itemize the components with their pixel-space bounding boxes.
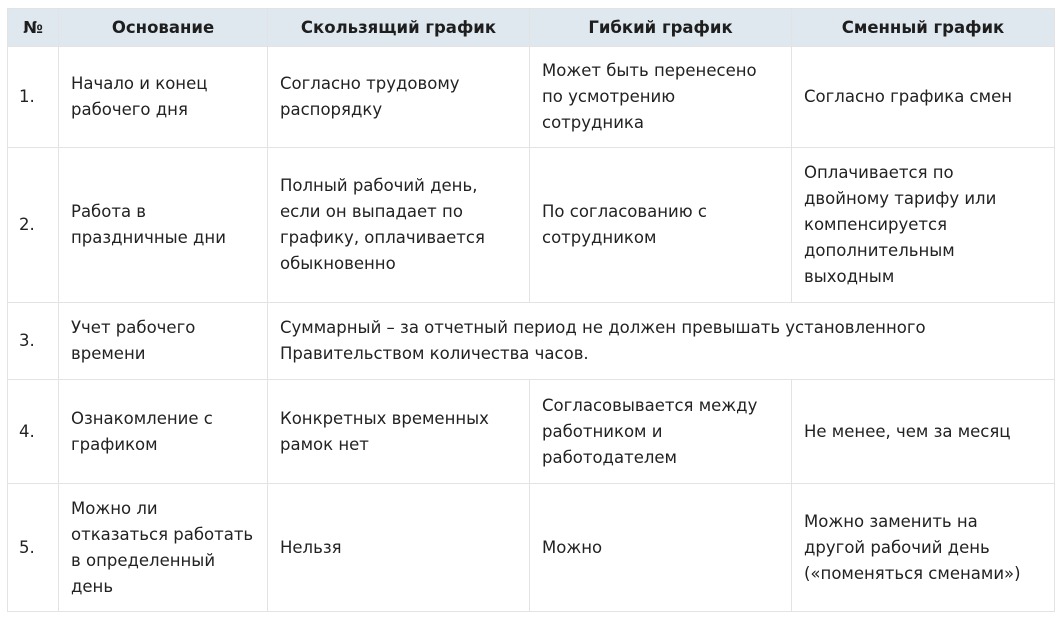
cell-sliding: Нельзя xyxy=(268,484,530,612)
table-header xyxy=(8,9,1055,47)
row-number: 1. xyxy=(8,47,59,148)
header-basis: Основание xyxy=(59,9,268,47)
table-body xyxy=(8,47,1055,612)
header-sliding-schedule: Скользящий график xyxy=(268,9,530,47)
header-row xyxy=(8,9,1055,47)
cell-flexible: Можно xyxy=(530,484,792,612)
table-row xyxy=(8,484,1055,612)
table-row xyxy=(8,303,1055,380)
cell-merged-all-schedules: Суммарный – за отчетный период не должен превышать установленного Правительством количества часов. xyxy=(268,303,1055,380)
row-number: 4. xyxy=(8,380,59,484)
cell-sliding: Конкретных временных рамок нет xyxy=(268,380,530,484)
row-number: 2. xyxy=(8,148,59,303)
header-flexible-schedule: Гибкий график xyxy=(530,9,792,47)
header-number: № xyxy=(8,9,59,47)
cell-basis: Учет рабочего времени xyxy=(59,303,268,380)
header-shift-schedule: Сменный график xyxy=(792,9,1055,47)
cell-shift: Согласно графика смен xyxy=(792,47,1055,148)
cell-basis: Работа в праздничные дни xyxy=(59,148,268,303)
table-row xyxy=(8,148,1055,303)
cell-shift: Оплачивается по двойному тарифу или компенсируется дополнительным выходным xyxy=(792,148,1055,303)
cell-sliding: Согласно трудовому распорядку xyxy=(268,47,530,148)
cell-flexible: Согласовывается между работником и работодателем xyxy=(530,380,792,484)
row-number: 5. xyxy=(8,484,59,612)
schedule-comparison-table xyxy=(7,8,1055,612)
cell-shift: Можно заменить на другой рабочий день («поменяться сменами») xyxy=(792,484,1055,612)
cell-basis: Начало и конец рабочего дня xyxy=(59,47,268,148)
cell-flexible: По согласованию с сотрудником xyxy=(530,148,792,303)
cell-basis: Ознакомление с графиком xyxy=(59,380,268,484)
cell-flexible: Может быть перенесено по усмотрению сотрудника xyxy=(530,47,792,148)
row-number: 3. xyxy=(8,303,59,380)
table-row xyxy=(8,47,1055,148)
cell-basis: Можно ли отказаться работать в определенный день xyxy=(59,484,268,612)
table-row xyxy=(8,380,1055,484)
cell-sliding: Полный рабочий день, если он выпадает по графику, оплачивается обыкновенно xyxy=(268,148,530,303)
cell-shift: Не менее, чем за месяц xyxy=(792,380,1055,484)
